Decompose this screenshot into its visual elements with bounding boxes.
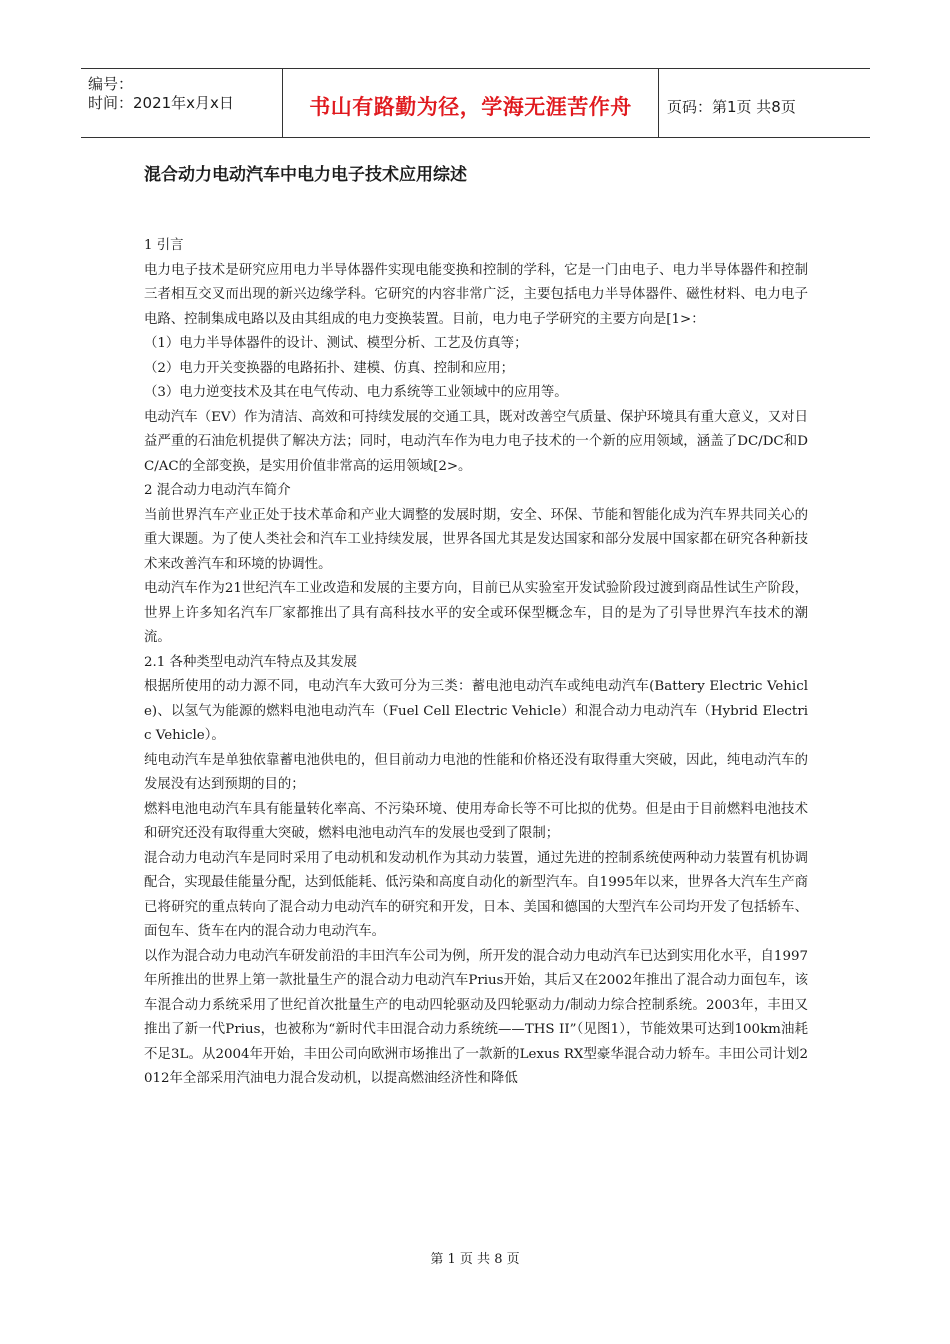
list-item: （1）电力半导体器件的设计、测试、模型分析、工艺及仿真等； bbox=[144, 336, 528, 351]
paragraph: 纯电动汽车是单独依靠蓄电池供电的，但目前动力电池的性能和价格还没有取得重大突破，因此，纯电动汽车的发展没有达到预期的目的； bbox=[144, 752, 808, 792]
header-page-info bbox=[659, 69, 870, 137]
header-motto bbox=[283, 69, 659, 137]
paragraph: 电动汽车作为21世纪汽车工业改造和发展的主要方向，目前已从实验室开发试验阶段过渡到商品性试生产阶段，世界上许多知名汽车厂家都推出了具有高科技水平的安全或环保型概念车，目的是为了引导世界汽车技术的潮流。 bbox=[144, 581, 808, 645]
header-meta bbox=[81, 69, 283, 137]
list-item: （3）电力逆变技术及其在电气传动、电力系统等工业领域中的应用等。 bbox=[144, 385, 568, 400]
section-heading: 2.1 各种类型电动汽车特点及其发展 bbox=[144, 654, 358, 670]
paragraph: 混合动力电动汽车是同时采用了电动机和发动机作为其动力装置，通过先进的控制系统使两种动力装置有机协调配合，实现最佳能量分配，达到低能耗、低污染和高度自动化的新型汽车。自1995年以来，世界各大汽车生产商已将研究的重点转向了混合动力电动汽车的研究和开发，日本、美国和德国的大型汽车公司均开发了包括轿车、面包车、货车在内的混合动力电动汽车。 bbox=[144, 850, 808, 939]
page-header bbox=[81, 68, 870, 138]
list-item: （2）电力开关变换器的电路拓扑、建模、仿真、控制和应用； bbox=[144, 360, 515, 376]
paragraph: 电动汽车（EV）作为清洁、高效和可持续发展的交通工具，既对改善空气质量、保护环境具有重大意义，又对日益严重的石油危机提供了解决方法；同时，电动汽车作为电力电子技术的一个新的应用领域，涵盖了DC/DC和DC/AC的全部变换，是实用价值非常高的运用领域[2>。 bbox=[144, 409, 808, 474]
page-footer: 第 1 页 共 8 页 bbox=[430, 1252, 520, 1267]
paragraph: 当前世界汽车产业正处于技术革命和产业大调整的发展时期，安全、环保、节能和智能化成为汽车界共同关心的重大课题。为了使人类社会和汽车工业持续发展，世界各国尤其是发达国家和部分发展中国家都在研究各种新技术来改善汽车和环境的协调性。 bbox=[144, 507, 808, 572]
paragraph: 根据所使用的动力源不同，电动汽车大致可分为三类：蓄电池电动汽车或纯电动汽车(Battery Electric Vehicle)、以氢气为能源的燃料电池电动汽车（Fuel Cell Electric Vehicle）和混合动力电动汽车（Hybrid Electric Vehicle）。 bbox=[144, 679, 808, 743]
header-motto-text: 书山有路勤为径，学海无涯苦作舟 bbox=[309, 95, 632, 119]
document-body bbox=[144, 234, 808, 1092]
section-heading: 1 引言 bbox=[144, 238, 184, 253]
header-number-label: 编号： bbox=[88, 75, 134, 93]
paragraph: 电力电子技术是研究应用电力半导体器件实现电能变换和控制的学科，它是一门由电子、电力半导体器件和控制三者相互交叉而出现的新兴边缘学科。它研究的内容非常广泛，主要包括电力半导体器件、磁性材料、电力电子电路、控制集成电路以及由其组成的电力变换装置。目前，电力电子学研究的主要方向是[1>： bbox=[144, 262, 808, 327]
header-time-label: 时间：2021年x月x日 bbox=[88, 94, 234, 112]
paragraph: 燃料电池电动汽车具有能量转化率高、不污染环境、使用寿命长等不可比拟的优势。但是由于目前燃料电池技术和研究还没有取得重大突破，燃料电池电动汽车的发展也受到了限制； bbox=[144, 801, 808, 841]
header-page-info-text: 页码：第1页 共8页 bbox=[667, 97, 796, 116]
section-heading: 2 混合动力电动汽车简介 bbox=[144, 483, 291, 498]
document-title: 混合动力电动汽车中电力电子技术应用综述 bbox=[144, 165, 467, 185]
paragraph: 以作为混合动力电动汽车研发前沿的丰田汽车公司为例，所开发的混合动力电动汽车已达到实用化水平，自1997年所推出的世界上第一款批量生产的混合动力电动汽车Prius开始，其后又在2002年推出了混合动力面包车，该车混合动力系统采用了世纪首次批量生产的电动四轮驱动及四轮驱动力/制动力综合控制系统。2003年，丰田又推出了新一代Prius，也被称为“新时代丰田混合动力系统统——THS II”（见图1），节能效果可达到100km油耗不足3L。从2004年开始，丰田公司向欧洲市场推出了一款新的Lexus RX型豪华混合动力轿车。丰田公司计划2012年全部采用汽油电力混合发动机，以提高燃油经济性和降低 bbox=[144, 948, 808, 1086]
